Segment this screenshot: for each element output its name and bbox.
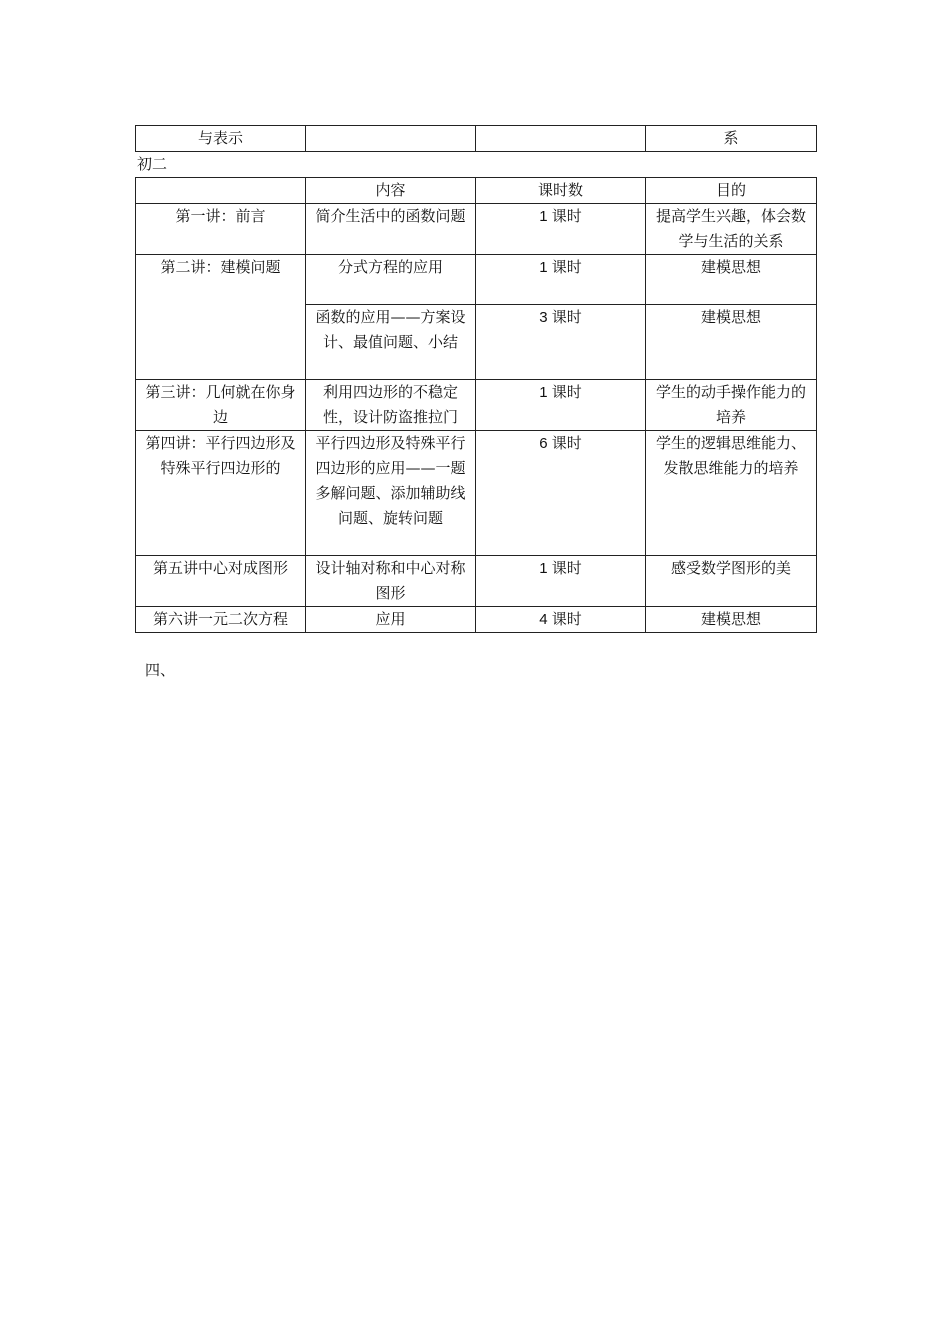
grade-label: 初二 [137, 155, 168, 173]
header-cell: 课时数 [476, 178, 646, 204]
header-cell [136, 178, 306, 204]
lecture-cell: 第五讲中心对成图形 [136, 556, 306, 607]
lecture-cell: 第六讲一元二次方程 [136, 607, 306, 633]
goal-cell: 提高学生兴趣，体会数学与生活的关系 [646, 204, 817, 255]
goal-cell: 建模思想 [646, 255, 817, 305]
goal-cell: 建模思想 [646, 607, 817, 633]
hours-cell: 1 课时 [476, 255, 646, 305]
table-header-row [136, 178, 817, 204]
lecture-cell: 第四讲：平行四边形及特殊平行四边形的 [136, 431, 306, 556]
hours-cell: 6 课时 [476, 431, 646, 556]
lecture-cell: 第一讲：前言 [136, 204, 306, 255]
goal-cell: 建模思想 [646, 305, 817, 380]
hours-cell: 1 课时 [476, 204, 646, 255]
content-cell: 利用四边形的不稳定性，设计防盗推拉门 [306, 380, 476, 431]
table-row [136, 126, 817, 152]
hours-cell: 4 课时 [476, 607, 646, 633]
section-heading: 四、 [145, 661, 176, 679]
hours-cell: 3 课时 [476, 305, 646, 380]
table-row [136, 556, 817, 607]
header-cell: 内容 [306, 178, 476, 204]
content-cell: 分式方程的应用 [306, 255, 476, 305]
content-cell: 简介生活中的函数问题 [306, 204, 476, 255]
table-cell [306, 126, 476, 152]
table-cell: 与表示 [136, 126, 306, 152]
hours-cell: 1 课时 [476, 380, 646, 431]
table-row [136, 607, 817, 633]
table-row [136, 431, 817, 556]
continued-table [135, 125, 817, 152]
content-cell: 应用 [306, 607, 476, 633]
content-cell: 函数的应用——方案设计、最值问题、小结 [306, 305, 476, 380]
lecture-cell: 第二讲：建模问题 [136, 255, 306, 380]
goal-cell: 学生的逻辑思维能力、发散思维能力的培养 [646, 431, 817, 556]
hours-cell: 1 课时 [476, 556, 646, 607]
content-cell: 设计轴对称和中心对称图形 [306, 556, 476, 607]
course-table [135, 177, 817, 633]
goal-cell: 感受数学图形的美 [646, 556, 817, 607]
table-row [136, 204, 817, 255]
table-cell [476, 126, 646, 152]
header-cell: 目的 [646, 178, 817, 204]
table-row [136, 380, 817, 431]
table-cell: 系 [646, 126, 817, 152]
table-row [136, 255, 817, 305]
goal-cell: 学生的动手操作能力的培养 [646, 380, 817, 431]
lecture-cell: 第三讲：几何就在你身边 [136, 380, 306, 431]
content-cell: 平行四边形及特殊平行四边形的应用——一题多解问题、添加辅助线问题、旋转问题 [306, 431, 476, 556]
